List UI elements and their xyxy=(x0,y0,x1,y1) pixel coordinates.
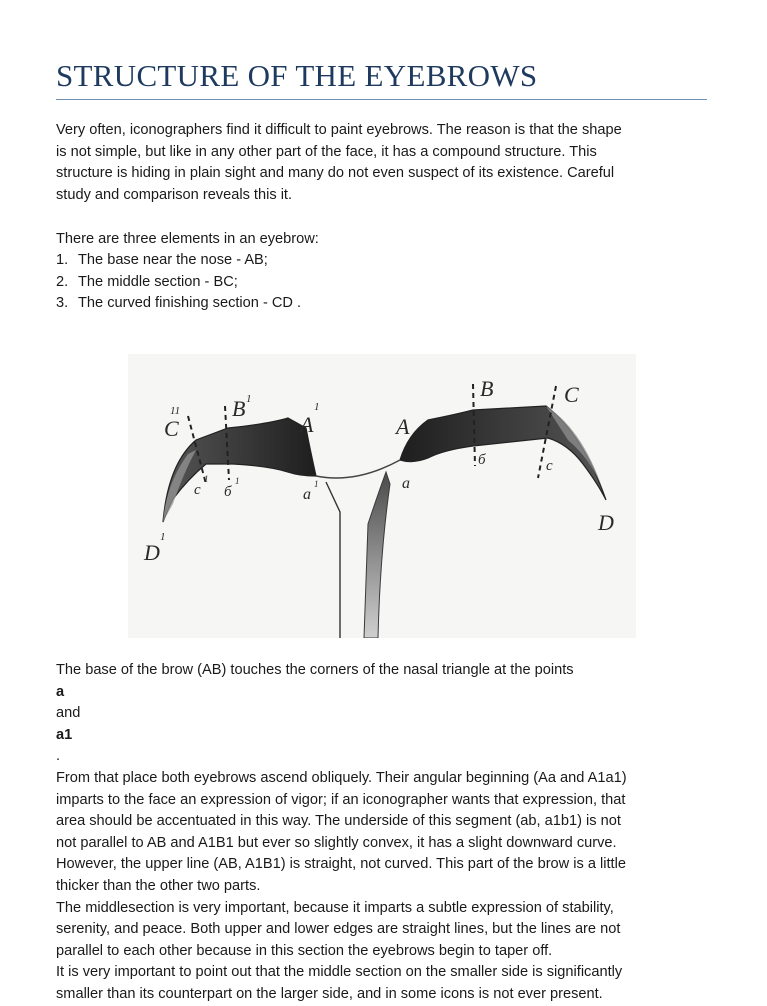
label-b1 xyxy=(224,476,240,500)
body-line: From that place both eyebrows ascend obliquely. Their angular beginning (Aa and A1a1) xyxy=(56,769,627,786)
body-line: The middlesection is very important, because it imparts a subtle expression of stability, xyxy=(56,899,614,916)
body-line: parallel to each other because in this section the eyebrows begin to taper off. xyxy=(56,942,553,959)
body-paragraph xyxy=(56,660,716,1006)
intro-line: structure is hiding in plain sight and many do not even suspect of its existence. Careful xyxy=(56,165,615,182)
body-line: smaller than its counterpart on the larger side, and in some icons is not ever present. xyxy=(56,985,603,1002)
label-A: A xyxy=(396,414,410,439)
intro-line: study and comparison reveals this it. xyxy=(56,186,293,203)
label-D1 xyxy=(143,531,166,565)
body-line: However, the upper line (AB, A1B1) is straight, not curved. This part of the brow is a little xyxy=(56,856,626,873)
svg-text:1: 1 xyxy=(314,479,319,489)
svg-text:1: 1 xyxy=(314,401,320,413)
title-underline xyxy=(56,99,707,100)
elements-intro: There are three elements in an eyebrow: xyxy=(56,231,319,247)
intro-line: Very often, iconographers find it difficult to paint eyebrows. The reason is that the shape xyxy=(56,122,622,138)
svg-text:C: C xyxy=(164,416,179,441)
body-text: . xyxy=(56,748,61,765)
point-a: a xyxy=(56,683,65,700)
label-a: a xyxy=(402,475,410,492)
eyebrow-sketch-figure xyxy=(128,354,636,638)
label-A1 xyxy=(298,401,320,437)
body-line: thicker than the other two parts. xyxy=(56,877,261,894)
body-line: not parallel to AB and A1B1 but ever so slightly convex, it has a slight downward curve. xyxy=(56,834,617,851)
label-c: c xyxy=(546,458,553,474)
body-text: The base of the brow (AB) touches the corners of the nasal triangle at the points xyxy=(56,662,574,678)
body-line: It is very important to point out that the middle section on the smaller side is significantly xyxy=(56,964,623,981)
list-text: The middle section - BC; xyxy=(78,273,238,290)
svg-text:B: B xyxy=(232,396,246,421)
label-b: б xyxy=(478,452,486,468)
eyebrow-sketch xyxy=(128,354,636,638)
page-title: STRUCTURE OF THE EYEBROWS xyxy=(56,58,538,93)
svg-text:a: a xyxy=(303,486,311,503)
label-C: C xyxy=(564,382,579,407)
list-item xyxy=(56,250,301,272)
svg-text:1: 1 xyxy=(246,393,252,405)
list-number: 3. xyxy=(56,295,69,312)
body-line: imparts to the face an expression of vigor; if an iconographer wants that expression, that xyxy=(56,791,626,808)
right-eyebrow xyxy=(400,406,606,500)
svg-text:c: c xyxy=(194,482,201,498)
list-text: The curved finishing section - CD . xyxy=(78,295,302,312)
body-text: and xyxy=(56,705,81,722)
label-a1 xyxy=(303,479,319,503)
label-B1 xyxy=(232,393,252,421)
body-line: area should be accentuated in this way. The underside of this segment (ab, a1b1) is not xyxy=(56,813,621,830)
label-c1 xyxy=(194,474,209,498)
svg-text:11: 11 xyxy=(170,405,181,417)
nose-shade xyxy=(364,472,390,638)
label-D: D xyxy=(598,510,614,535)
svg-text:б: б xyxy=(224,484,232,500)
svg-text:A: A xyxy=(300,412,314,437)
list-number: 2. xyxy=(56,273,69,290)
body-line-1 xyxy=(56,660,716,768)
intro-paragraph xyxy=(56,120,716,206)
list-text: The base near the nose - AB; xyxy=(78,252,268,268)
intro-line: is not simple, but like in any other part of the face, it has a compound structure. This xyxy=(56,143,597,160)
svg-text:1: 1 xyxy=(160,531,166,543)
list-item xyxy=(56,293,301,315)
svg-text:D: D xyxy=(144,540,160,565)
point-a1: a1 xyxy=(56,726,73,743)
list-item xyxy=(56,272,301,294)
list-number: 1. xyxy=(56,252,69,268)
label-B: B xyxy=(480,376,494,401)
svg-text:1: 1 xyxy=(204,474,209,484)
elements-list xyxy=(56,250,301,315)
label-C1 xyxy=(164,405,180,441)
nose-left-line xyxy=(326,482,340,638)
svg-text:1: 1 xyxy=(235,476,240,486)
body-line: serenity, and peace. Both upper and lower edges are straight lines, but the lines are not xyxy=(56,921,621,938)
